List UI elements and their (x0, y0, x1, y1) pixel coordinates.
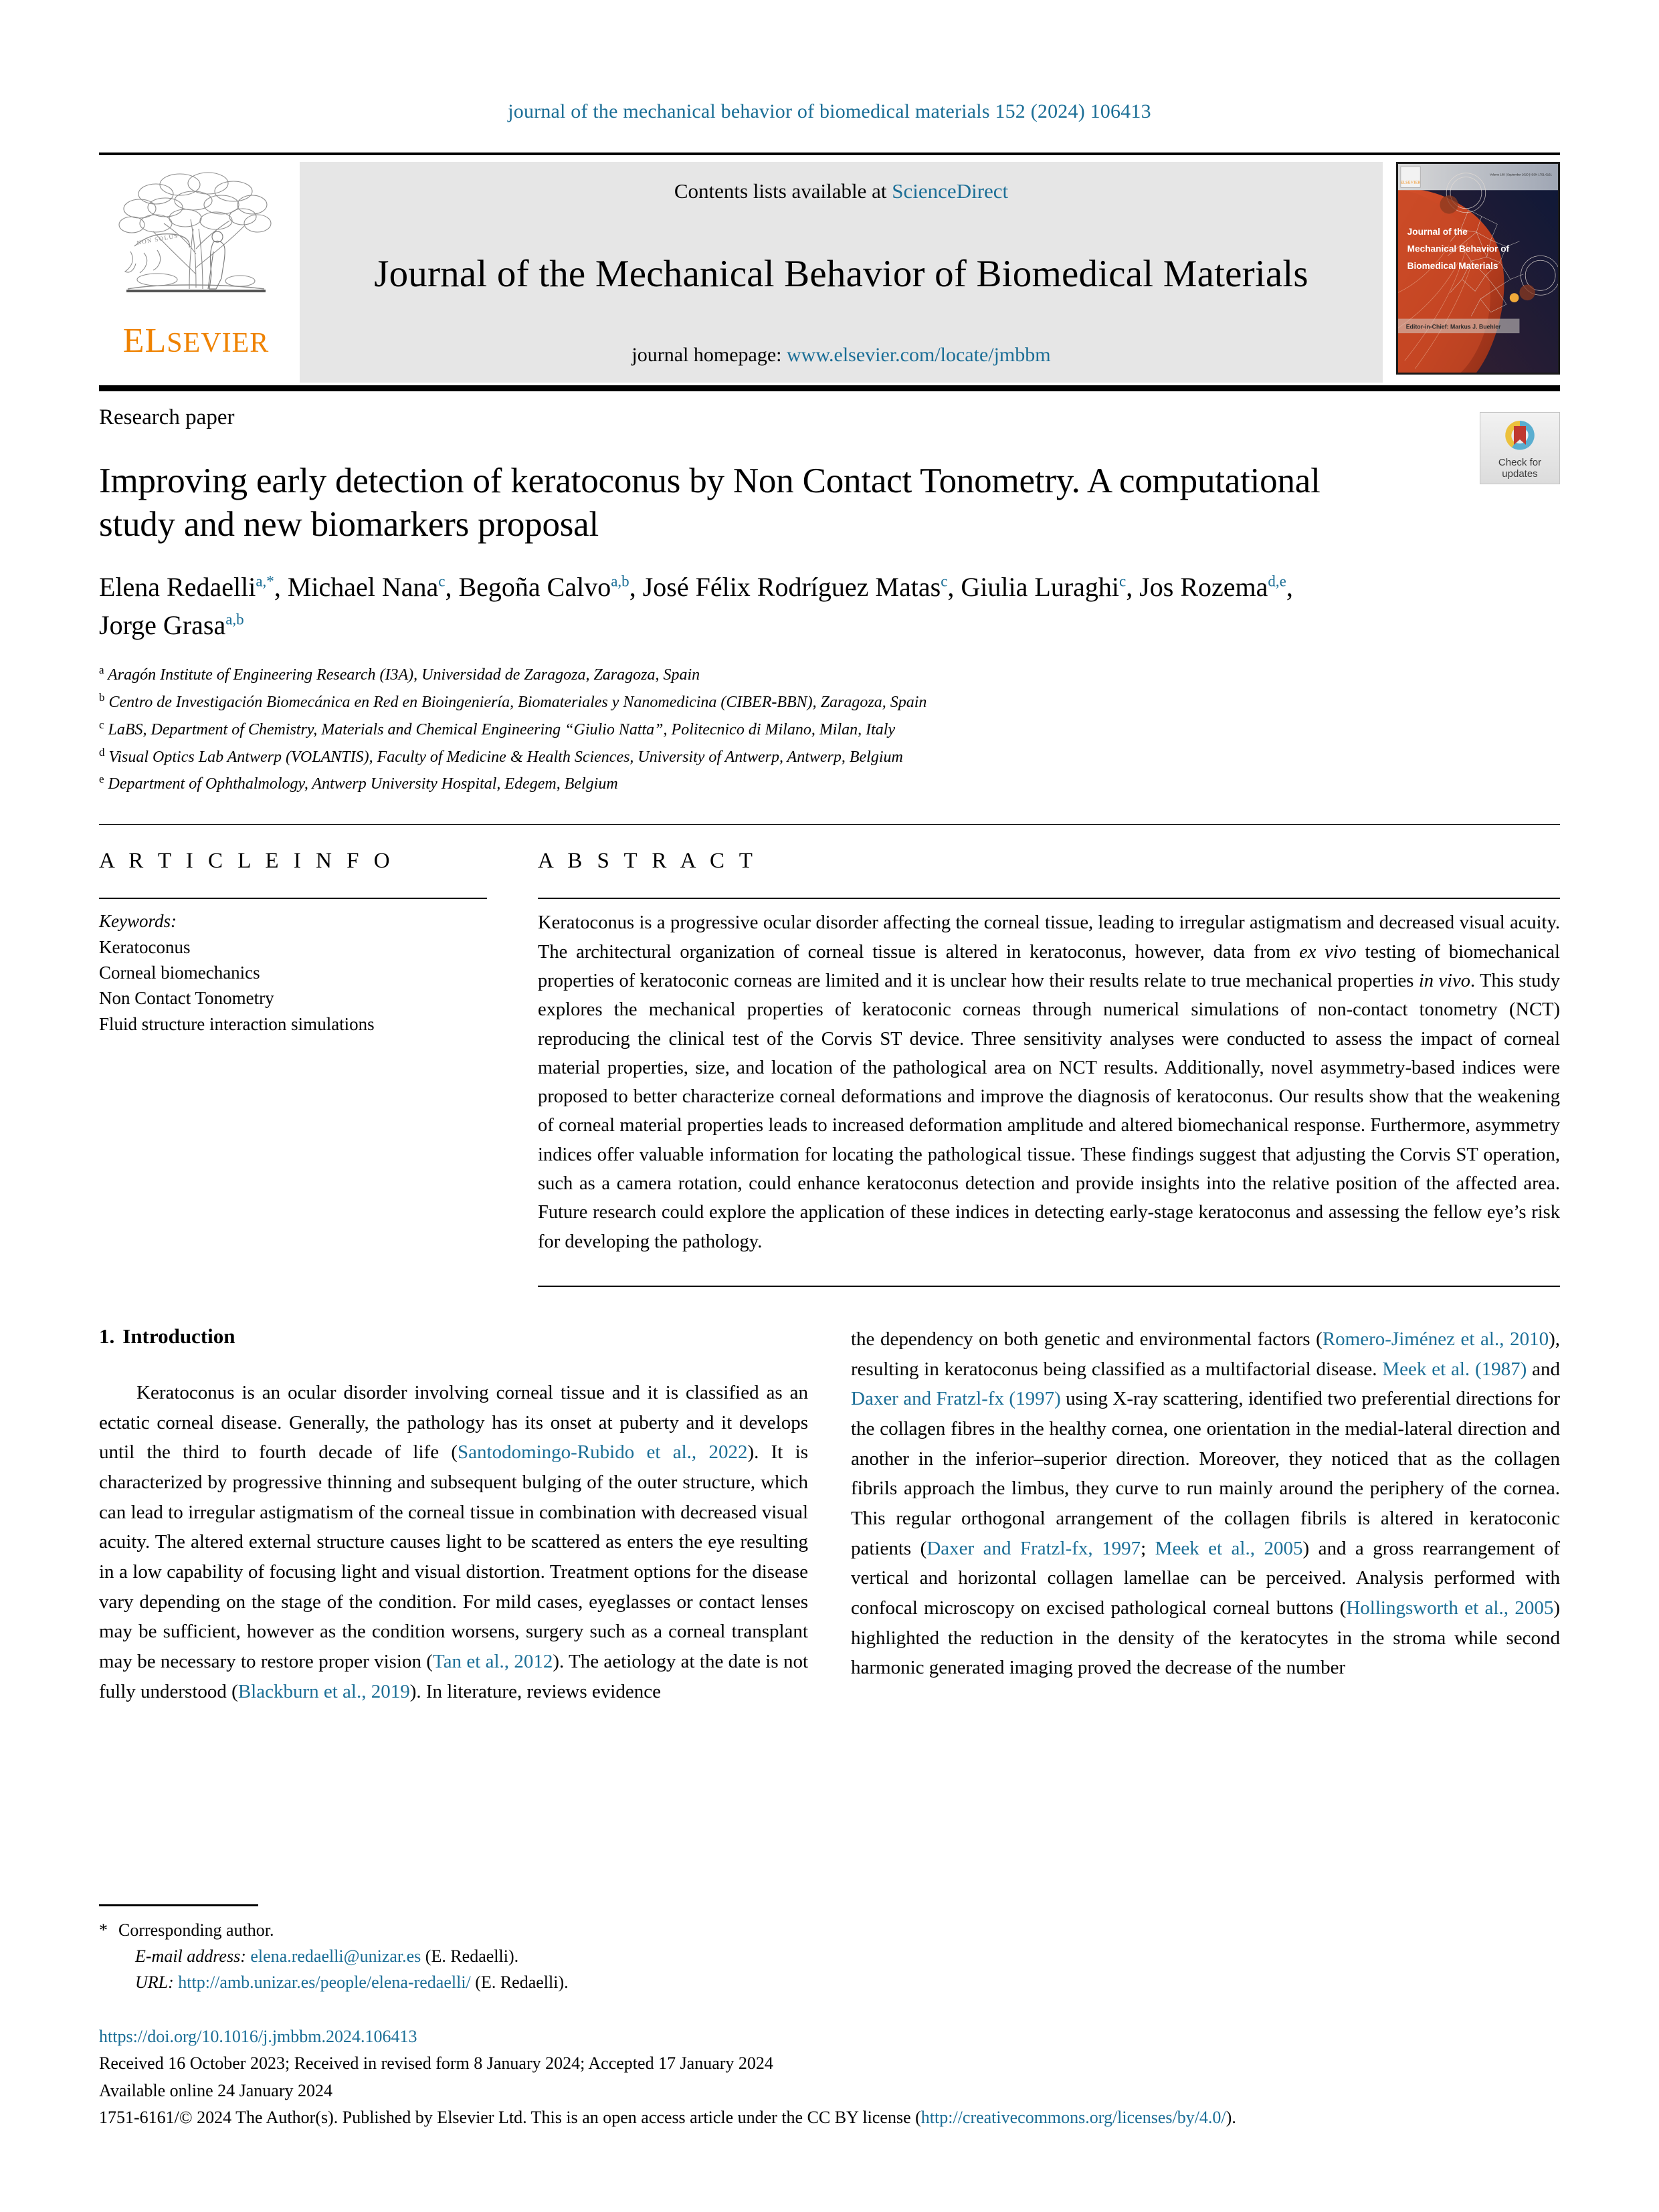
corresponding-label: Corresponding author. (118, 1920, 274, 1940)
svg-text:Editor-in-Chief: Markus J. Bue: Editor-in-Chief: Markus J. Buehler (1405, 323, 1501, 330)
article-info-column (99, 849, 487, 1287)
cc-license-link[interactable]: http://creativecommons.org/licenses/by/4.0/ (920, 2108, 1226, 2128)
section-title: Introduction (122, 1324, 235, 1348)
crossmark-label (1498, 458, 1541, 480)
author-name: Michael Nana$^c$ (287, 572, 446, 603)
elsevier-tree-icon (116, 167, 276, 321)
body-columns (99, 1324, 1560, 1706)
contents-available-line (674, 179, 1008, 203)
keyword-item: Corneal biomechanics (99, 962, 260, 983)
corresponding-author-line (99, 1917, 1560, 1943)
article-info-heading: A R T I C L E I N F O (99, 849, 395, 874)
keyword-item: Non Contact Tonometry (99, 988, 274, 1009)
copyright-text: 1751-6161/© 2024 The Author(s). Published by Elsevier Ltd. This is an open access article under the CC BY license ( (99, 2108, 921, 2128)
author-url-link[interactable]: http://amb.unizar.es/people/elena-redaelli/ (178, 1972, 471, 1992)
body-column-right (851, 1324, 1560, 1706)
affiliation-item: $^b$ Centro de Investigación Biomecánica en Red en Bioingeniería, Biomateriales y Nanomedicina (CIBER-BBN), Zaragoza, Spain (99, 690, 927, 711)
email-link[interactable]: elena.redaelli@unizar.es (250, 1946, 421, 1966)
citation-link[interactable]: Meek et al., 2005 (1155, 1537, 1303, 1559)
svg-text:NON SOLUS: NON SOLUS (136, 232, 179, 246)
article-info-rule (99, 898, 487, 899)
copyright-suffix: ). (1226, 2108, 1236, 2128)
crossmark-badge[interactable] (1480, 412, 1560, 484)
author-affiliation-mark: a,* (256, 573, 274, 590)
svg-text:Mechanical Behavior of: Mechanical Behavior of (1407, 243, 1510, 254)
abstract-rule (538, 898, 1560, 899)
url-line (99, 1969, 1560, 1995)
intro-paragraph-left: Keratoconus is an ocular disorder involving corneal tissue and it is classified as an ectatic corneal disease. Generally, the pathology has its onset at puberty and it develops until the third to fourth decade of life (Santodomingo-Rubido et al., 2022). It is characterized by progressive thinning and subsequent bulging of the outer structure, which can lead to irregular astigmatism of the corneal tissue in combination with decreased visual acuity. The altered external structure causes light to be scattered as enters the eye resulting in a low capability of focusing light and visual distortion. Treatment options for the disease vary depending on the stage of the condition. For mild cases, eyeglasses or contact lenses may be sufficient, however as the condition worsens, surgery such as a corneal transplant may be necessary to restore proper vision (Tan et al., 2012). The aetiology at the date is not fully understood (Blackburn et al., 2019). In literature, reviews evidence (99, 1382, 808, 1702)
section-heading-introduction (99, 1324, 808, 1348)
author-name: Begoña Calvo$^{a,b}$ (458, 572, 629, 603)
author-list: Elena Redaelli$^{a,*}$, Michael Nana$^c$, Begoña Calvo$^{a,b}$, José Félix Rodríguez Matas$^c$, Giulia Luraghi$^c$, Jos Rozema$^{d,e}$, Jorge Grasa$^{a,b}$ (99, 572, 1293, 641)
homepage-prefix: journal homepage: (631, 344, 787, 366)
svg-text:Journal of the: Journal of the (1407, 226, 1468, 237)
journal-title: Journal of the Mechanical Behavior of Biomedical Materials (374, 252, 1308, 295)
citation-link[interactable]: Santodomingo-Rubido et al., 2022 (458, 1441, 748, 1464)
journal-cover-art (1398, 164, 1558, 373)
affiliation-item: $^a$ Aragón Institute of Engineering Research (I3A), Universidad de Zaragoza, Zaragoza, Spain (99, 663, 700, 684)
url-owner: (E. Redaelli). (475, 1972, 569, 1992)
svg-text:Volume 109 | September 2020 |: Volume 109 | September 2020 | ISSN 1751-6161 (1489, 173, 1552, 177)
journal-homepage-link[interactable]: www.elsevier.com/locate/jmbbm (786, 344, 1051, 366)
affiliation-mark: d (99, 745, 105, 759)
contents-prefix: Contents lists available at (674, 179, 892, 203)
citation-link[interactable]: Blackburn et al., 2019 (237, 1680, 410, 1702)
author-affiliation-mark: c (941, 573, 948, 590)
svg-text:Biomedical Materials: Biomedical Materials (1407, 260, 1498, 271)
affiliation-mark: e (99, 773, 104, 786)
elsevier-wordmark: ELSEVIER (122, 322, 270, 360)
abstract-heading: A B S T R A C T (538, 849, 757, 874)
running-head: journal of the mechanical behavior of biomedical materials 152 (2024) 106413 (508, 100, 1151, 122)
journal-masthead (99, 153, 1560, 381)
svg-text:ELSEVIER: ELSEVIER (1400, 181, 1421, 185)
affiliation-mark: c (99, 718, 104, 731)
author-affiliation-mark: a,b (611, 573, 629, 590)
affiliation-mark: b (99, 690, 105, 704)
article-title-block (99, 405, 1560, 797)
citation-link[interactable]: Meek et al. (1987) (1382, 1358, 1527, 1380)
article-type: Research paper (99, 405, 235, 429)
intro-paragraph-right: the dependency on both genetic and environmental factors (Romero-Jiménez et al., 2010), resulting in keratoconus being classified as a multifactorial disease. Meek et al. (1987) and Daxer and Fratzl-fx (1997) using X-ray scattering, identified two preferential directions for the collagen fibres in the healthy cornea, one orientation in the medial-lateral direction and another in the inferior–superior direction. Moreover, they noticed that as the collagen fibrils approach the limbus, they curve to run mainly around the periphery of the cornea. This regular orthogonal arrangement of the collagen fibrils is altered in keratoconic patients (Daxer and Fratzl-fx, 1997; Meek et al., 2005) and a gross rearrangement of vertical and horizontal collagen lamellae can be perceived. Analysis performed with confocal microscopy on excised pathological corneal buttons (Hollingsworth et al., 2005) highlighted the reduction in the density of the keratocytes in the stroma while second harmonic generated imaging proved the decrease of the number (851, 1328, 1561, 1679)
email-line (99, 1943, 1560, 1969)
author-name: Jos Rozema$^{d,e}$ (1139, 572, 1286, 603)
affiliation-item: $^c$ LaBS, Department of Chemistry, Materials and Chemical Engineering “Giulio Natta”, Politecnico di Milano, Milan, Italy (99, 718, 896, 738)
page-title: Improving early detection of keratoconus by Non Contact Tonometry. A computational study and new biomarkers proposal (99, 462, 1321, 544)
affiliation-item: $^e$ Department of Ophthalmology, Antwerp University Hospital, Edegem, Belgium (99, 773, 618, 793)
journal-cover-thumbnail[interactable] (1396, 162, 1560, 375)
article-info-abstract-area (99, 849, 1560, 1287)
corresponding-star: * (99, 1920, 108, 1940)
footnote-rule (99, 1904, 258, 1906)
citation-link[interactable]: Daxer and Fratzl-fx (1997) (851, 1388, 1061, 1410)
section-number: 1. (99, 1324, 115, 1348)
author-name: Elena Redaelli$^{a,*}$ (99, 572, 274, 603)
abstract-column (538, 849, 1560, 1287)
journal-homepage-line (631, 344, 1050, 367)
author-name: Jorge Grasa$^{a,b}$ (99, 610, 244, 641)
affiliation-item: $^d$ Visual Optics Lab Antwerp (VOLANTIS), Faculty of Medicine & Health Sciences, University of Antwerp, Antwerp, Belgium (99, 745, 903, 766)
doi-link[interactable]: https://doi.org/10.1016/j.jmbbm.2024.106413 (99, 2026, 417, 2046)
page-footer (99, 1904, 1560, 2132)
author-name: José Félix Rodríguez Matas$^c$ (642, 572, 948, 603)
elsevier-logo (99, 162, 293, 383)
email-label: E-mail address: (135, 1946, 246, 1966)
abstract-text: Keratoconus is a progressive ocular disorder affecting the corneal tissue, leading to irregular astigmatism and decreased visual acuity. The architectural organization of corneal tissue is altered in keratoconus, however, data from ex vivo testing of biomechanical properties of keratoconic corneas are limited and it is unclear how their results relate to true mechanical properties in vivo. This study explores the mechanical properties of keratoconic corneas through numerical simulations of non-contact tonometry (NCT) reproducing the clinical test of the Corvis ST device. Three sensitivity analyses were conducted to assess the impact of corneal material properties, size, and location of the pathological area on NCT results. Additionally, novel asymmetry-based indices were proposed to better characterize corneal deformations and improve the diagnosis of keratoconus. Our results show that the weakening of corneal material properties leads to increased deformation amplitude and altered biomechanical response. Furthermore, asymmetry indices offer valuable information for locating the pathological tissue. These findings suggest that adjusting the Corvis ST operation, such as a camera rotation, could enhance keratoconus detection and provide insights into the relative position of the affected area. Future research could explore the application of these indices in detecting early-stage keratoconus and assessing the fellow eye’s risk for developing the pathology. (538, 912, 1560, 1252)
keywords-block (99, 908, 487, 1037)
available-online-date: Available online 24 January 2024 (99, 2080, 332, 2100)
url-label: URL: (135, 1972, 174, 1992)
body-column-left (99, 1324, 808, 1706)
masthead-bottom-rule (99, 385, 1560, 391)
author-affiliation-mark: a,b (225, 611, 244, 628)
keyword-item: Fluid structure interaction simulations (99, 1013, 375, 1034)
citation-link[interactable]: Hollingsworth et al., 2005 (1346, 1597, 1554, 1619)
abstract-bottom-rule (538, 1286, 1560, 1287)
citation-link[interactable]: Romero-Jiménez et al., 2010 (1322, 1328, 1549, 1350)
received-dates: Received 16 October 2023; Received in revised form 8 January 2024; Accepted 17 January 2024 (99, 2053, 773, 2074)
citation-link[interactable]: Daxer and Fratzl-fx, 1997 (926, 1537, 1141, 1559)
crossmark-icon (1499, 417, 1541, 456)
citation-link[interactable]: Tan et al., 2012 (432, 1650, 553, 1672)
sciencedirect-link[interactable]: ScienceDirect (892, 179, 1009, 203)
keywords-label: Keywords: (99, 911, 177, 932)
crossmark-line2: updates (1502, 468, 1538, 480)
affiliation-mark: a (99, 663, 104, 676)
author-affiliation-mark: c (438, 573, 446, 590)
copyright-line (99, 2104, 1560, 2132)
email-owner: (E. Redaelli). (425, 1946, 519, 1966)
title-section-divider (99, 824, 1560, 825)
author-affiliation-mark: d,e (1268, 573, 1286, 590)
author-name: Giulia Luraghi$^c$ (961, 572, 1127, 603)
publication-info (99, 2023, 1560, 2132)
masthead-center-panel (300, 162, 1383, 383)
keyword-item: Keratoconus (99, 936, 191, 957)
affiliation-list (99, 661, 1560, 797)
author-affiliation-mark: c (1119, 573, 1127, 590)
crossmark-line1: Check for (1498, 457, 1542, 468)
